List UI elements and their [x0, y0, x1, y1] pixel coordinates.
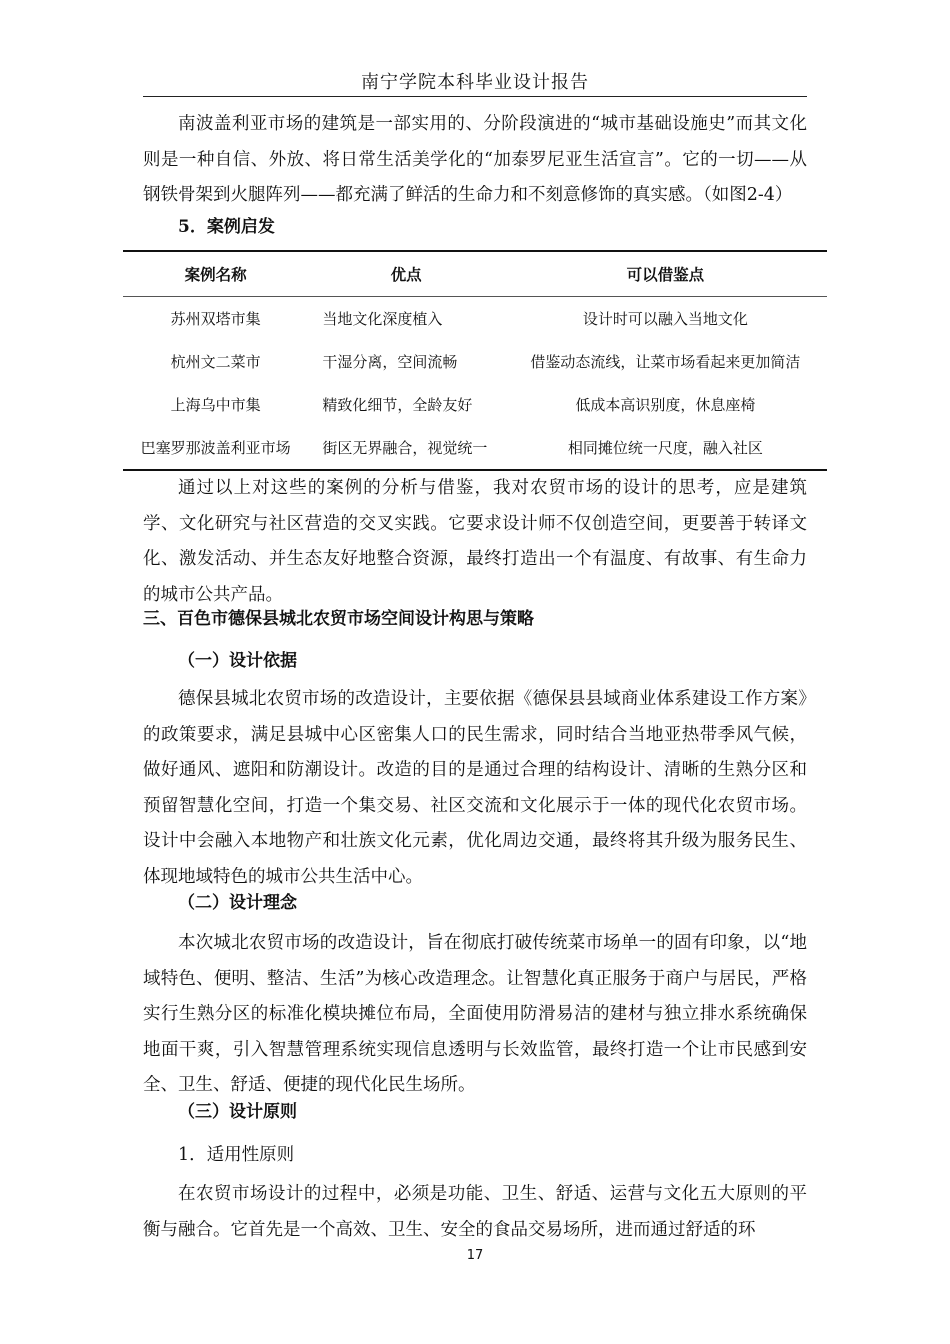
- table-cell-case-name: 巴塞罗那波盖利亚市场: [123, 426, 308, 470]
- column-header-advantage: 优点: [308, 251, 504, 297]
- table-row: [123, 340, 827, 383]
- table-cell-case-name: 苏州双塔市集: [170, 310, 261, 328]
- column-header-case-name: 案例名称: [123, 251, 308, 297]
- table-header-row: [123, 251, 827, 297]
- principle-paragraph: 在农贸市场设计的过程中，必须是功能、卫生、舒适、运营与文化五大原则的平衡与融合。它首先是一个高效、卫生、安全的食品交易场所，进而通过舒适的环: [143, 1184, 807, 1240]
- summary-paragraph: 通过以上对这些的案例的分析与借鉴，我对农贸市场的设计的思考，应是建筑学、文化研究与社区营造的交叉实践。它要求设计师不仅创造空间，更要善于转译文化、激发活动、并生态友好地整合资源，最终打造出一个有温度、有故事、有生命力的城市公共产品。: [143, 478, 807, 605]
- intro-paragraph: 南波盖利亚市场的建筑是一部实用的、分阶段演进的“城市基础设施史”而其文化则是一种自信、外放、将日常生活美学化的“加泰罗尼亚生活宣言”。它的一切——从钢铁骨架到火腿阵列——都充满了鲜活的生命力和不刻意修饰的真实感。（如图2-4）: [143, 114, 807, 205]
- table-cell-reference: 设计时可以融入当地文化: [582, 310, 748, 328]
- header-divider: [143, 96, 807, 97]
- design-principle-heading: （三）设计原则: [178, 1102, 297, 1122]
- design-concept-heading: （二）设计理念: [178, 893, 297, 913]
- design-basis-paragraph: 德保县城北农贸市场的改造设计，主要依据《德保县县域商业体系建设工作方案》的政策要求，满足县城中心区密集人口的民生需求，同时结合当地亚热带季风气候，做好通风、遮阳和防潮设计。改造的目的是通过合理的结构设计、清晰的生熟分区和预留智慧化空间，打造一个集交易、社区交流和文化展示于一体的现代化农贸市场。设计中会融入本地物产和壮族文化元素，优化周边交通，最终将其升级为服务民生、体现地域特色的城市公共生活中心。: [143, 689, 807, 887]
- table-cell-reference: 借鉴动态流线，让菜市场看起来更加简洁: [530, 353, 801, 371]
- table-cell-advantage: 当地文化深度植入: [322, 310, 443, 328]
- table-cell-advantage: 干湿分离，空间流畅: [322, 353, 458, 371]
- design-basis-heading: （一）设计依据: [178, 651, 297, 671]
- table-row: [123, 426, 827, 470]
- table-cell-advantage: 精致化细节，全龄友好: [322, 396, 473, 414]
- case-table: [123, 250, 827, 471]
- table-row: [123, 297, 827, 341]
- table-cell-case-name: 杭州文二菜市: [170, 353, 261, 371]
- chapter-heading: 三、百色市德保县城北农贸市场空间设计构思与策略: [143, 609, 534, 629]
- design-concept-paragraph: 本次城北农贸市场的改造设计，旨在彻底打破传统菜市场单一的固有印象，以“地域特色、便明、整洁、生活”为核心改造理念。让智慧化真正服务于商户与居民，严格实行生熟分区的标准化模块摊位布局，全面使用防滑易洁的建材与独立排水系统确保地面干爽，引入智慧管理系统实现信息透明与长效监管，最终打造一个让市民感到安全、卫生、舒适、便捷的现代化民生场所。: [143, 933, 807, 1095]
- page-number: 17: [466, 1248, 484, 1263]
- table-cell-reference: 低成本高识别度，休息座椅: [575, 396, 756, 414]
- table-cell-advantage: 街区无界融合，视觉统一: [308, 426, 504, 470]
- table-row: [123, 383, 827, 426]
- applicability-principle-subheading: 1．适用性原则: [178, 1145, 295, 1165]
- page-header-title: 南宁学院本科毕业设计报告: [361, 72, 589, 93]
- column-header-reference: 可以借鉴点: [504, 251, 827, 297]
- case-heading: 5．案例启发: [178, 217, 275, 237]
- table-cell-case-name: 上海乌中市集: [170, 396, 261, 414]
- table-cell-reference: 相同摊位统一尺度，融入社区: [504, 426, 827, 470]
